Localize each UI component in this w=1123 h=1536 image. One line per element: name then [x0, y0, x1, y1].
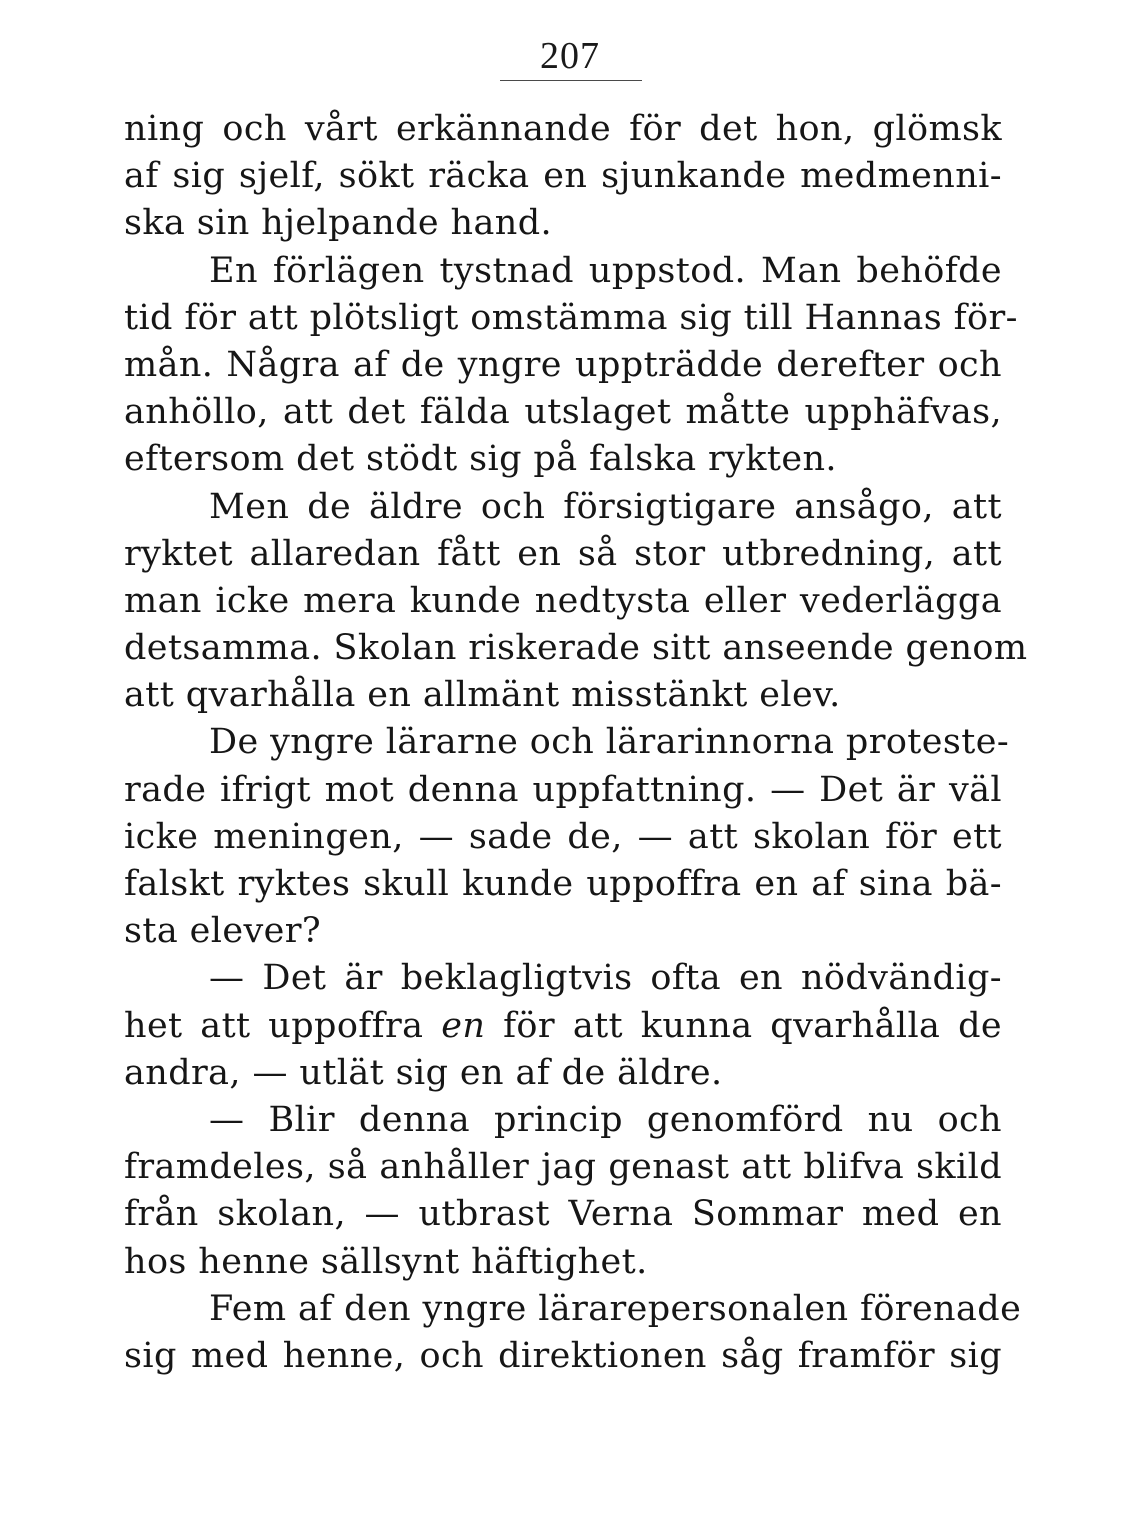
text-line: De yngre lärarne och lärarinnorna proteste-	[209, 722, 1010, 763]
page-number: 207	[540, 35, 600, 77]
text-line: anhöllo, att det fälda utslaget måtte upphäfvas,	[124, 392, 1002, 433]
italic-word: en	[441, 1005, 486, 1046]
text-line: sta elever?	[124, 911, 322, 952]
text-line: af sig sjelf, sökt räcka en sjunkande medmenni-	[124, 156, 1002, 197]
text-line: falskt ryktes skull kunde uppoffra en af sina bä-	[124, 864, 1002, 904]
text-line: ska sin hjelpande hand.	[124, 203, 553, 244]
text-line: att qvarhålla en allmänt misstänkt elev.	[124, 675, 841, 716]
text-line: sig med henne, och direktionen såg framför sig	[124, 1335, 1002, 1376]
text-line: mån. Några af de yngre uppträdde derefter och	[124, 344, 1002, 385]
text-line: het att uppoffra en för att kunna qvarhålla de	[124, 1005, 1003, 1046]
text-line: En förlägen tystnad uppstod. Man behöfde	[209, 250, 1002, 291]
text-line: eftersom det stödt sig på falska rykten.	[124, 439, 837, 480]
page-number-rule	[500, 80, 642, 81]
text-line: — Blir denna princip genomförd nu och	[209, 1099, 1002, 1140]
body-text	[124, 106, 1028, 1380]
text-line: tid för att plötsligt omstämma sig till Hannas för-	[124, 297, 1018, 338]
text-line: detsamma. Skolan riskerade sitt anseende genom	[124, 628, 1028, 669]
text-line: hos henne sällsynt häftighet.	[124, 1241, 648, 1282]
text-line: från skolan, — utbrast Verna Sommar med en	[124, 1194, 1002, 1235]
text-line: rade ifrigt mot denna uppfattning. — Det är väl	[124, 769, 1002, 810]
text-line: Men de äldre och försigtigare ansågo, att	[209, 486, 1002, 527]
text-line: ryktet allaredan fått en så stor utbredning, att	[124, 533, 1002, 574]
text-line: Fem af den yngre lärarepersonalen förenade	[209, 1288, 1022, 1329]
text-line: ning och vårt erkännande för det hon, glömsk	[124, 109, 1002, 149]
text-line: icke meningen, — sade de, — att skolan för ett	[124, 816, 1002, 857]
text-line: — Det är beklagligtvis ofta en nödvändig-	[209, 958, 1002, 999]
text-line: man icke mera kunde nedtysta eller vederlägga	[124, 580, 1002, 621]
text-line: andra, — utlät sig en af de äldre.	[124, 1052, 723, 1093]
text-line: framdeles, så anhåller jag genast att blifva skild	[124, 1147, 1002, 1188]
